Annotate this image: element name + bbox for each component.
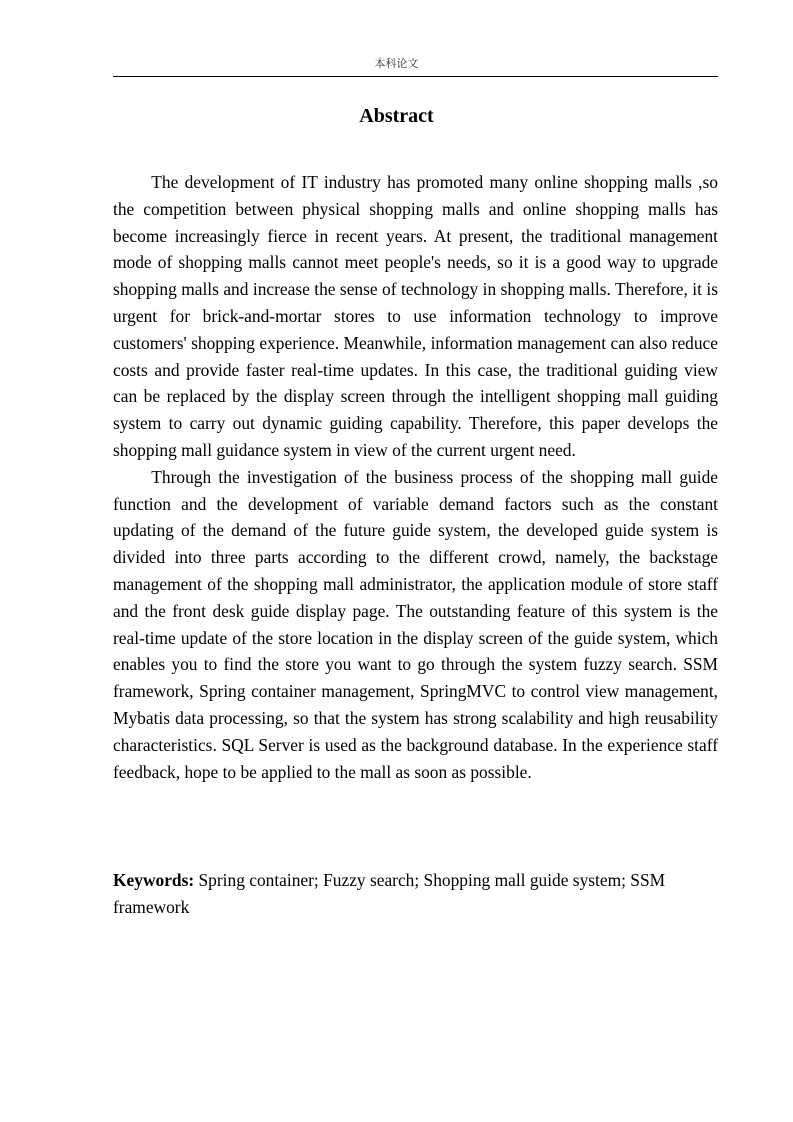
abstract-body bbox=[113, 169, 718, 785]
abstract-paragraph-2: Through the investigation of the business process of the shopping mall guide function and the development of variable demand factors such as the constant updating of the demand of the future guide system, the developed guide system is divided into three parts according to the different crowd, namely, the backstage management of the shopping mall administrator, the application module of store staff and the front desk guide display page. The outstanding feature of this system is the real-time update of the store location in the display screen of the guide system, which enables you to find the store you want to go through the system fuzzy search. SSM framework, Spring container management, SpringMVC to control view management, Mybatis data processing, so that the system has strong scalability and high reusability characteristics. SQL Server is used as the background database. In the experience staff feedback, hope to be applied to the mall as soon as possible. bbox=[113, 466, 718, 782]
abstract-paragraph-1: The development of IT industry has promoted many online shopping malls ,so the competition between physical shopping malls and online shopping malls has become increasingly fierce in recent years. At present, the traditional management mode of shopping malls cannot meet people's needs, so it is a good way to upgrade shopping malls and increase the sense of technology in shopping malls. Therefore, it is urgent for brick-and-mortar stores to use information technology to improve customers' shopping experience. Meanwhile, information management can also reduce costs and provide faster real-time updates. In this case, the traditional guiding view can be replaced by the display screen through the intelligent shopping mall guiding system to carry out dynamic guiding capability. Therefore, this paper develops the shopping mall guidance system in view of the current urgent need. bbox=[113, 172, 718, 460]
header-divider bbox=[113, 76, 718, 77]
keywords-line bbox=[113, 867, 718, 921]
keywords-label: Keywords: bbox=[113, 870, 195, 890]
running-header: 本科论文 bbox=[374, 57, 419, 70]
page-title: Abstract bbox=[359, 105, 434, 127]
keywords-text: Spring container; Fuzzy search; Shopping mall guide system; SSM framework bbox=[113, 870, 666, 917]
